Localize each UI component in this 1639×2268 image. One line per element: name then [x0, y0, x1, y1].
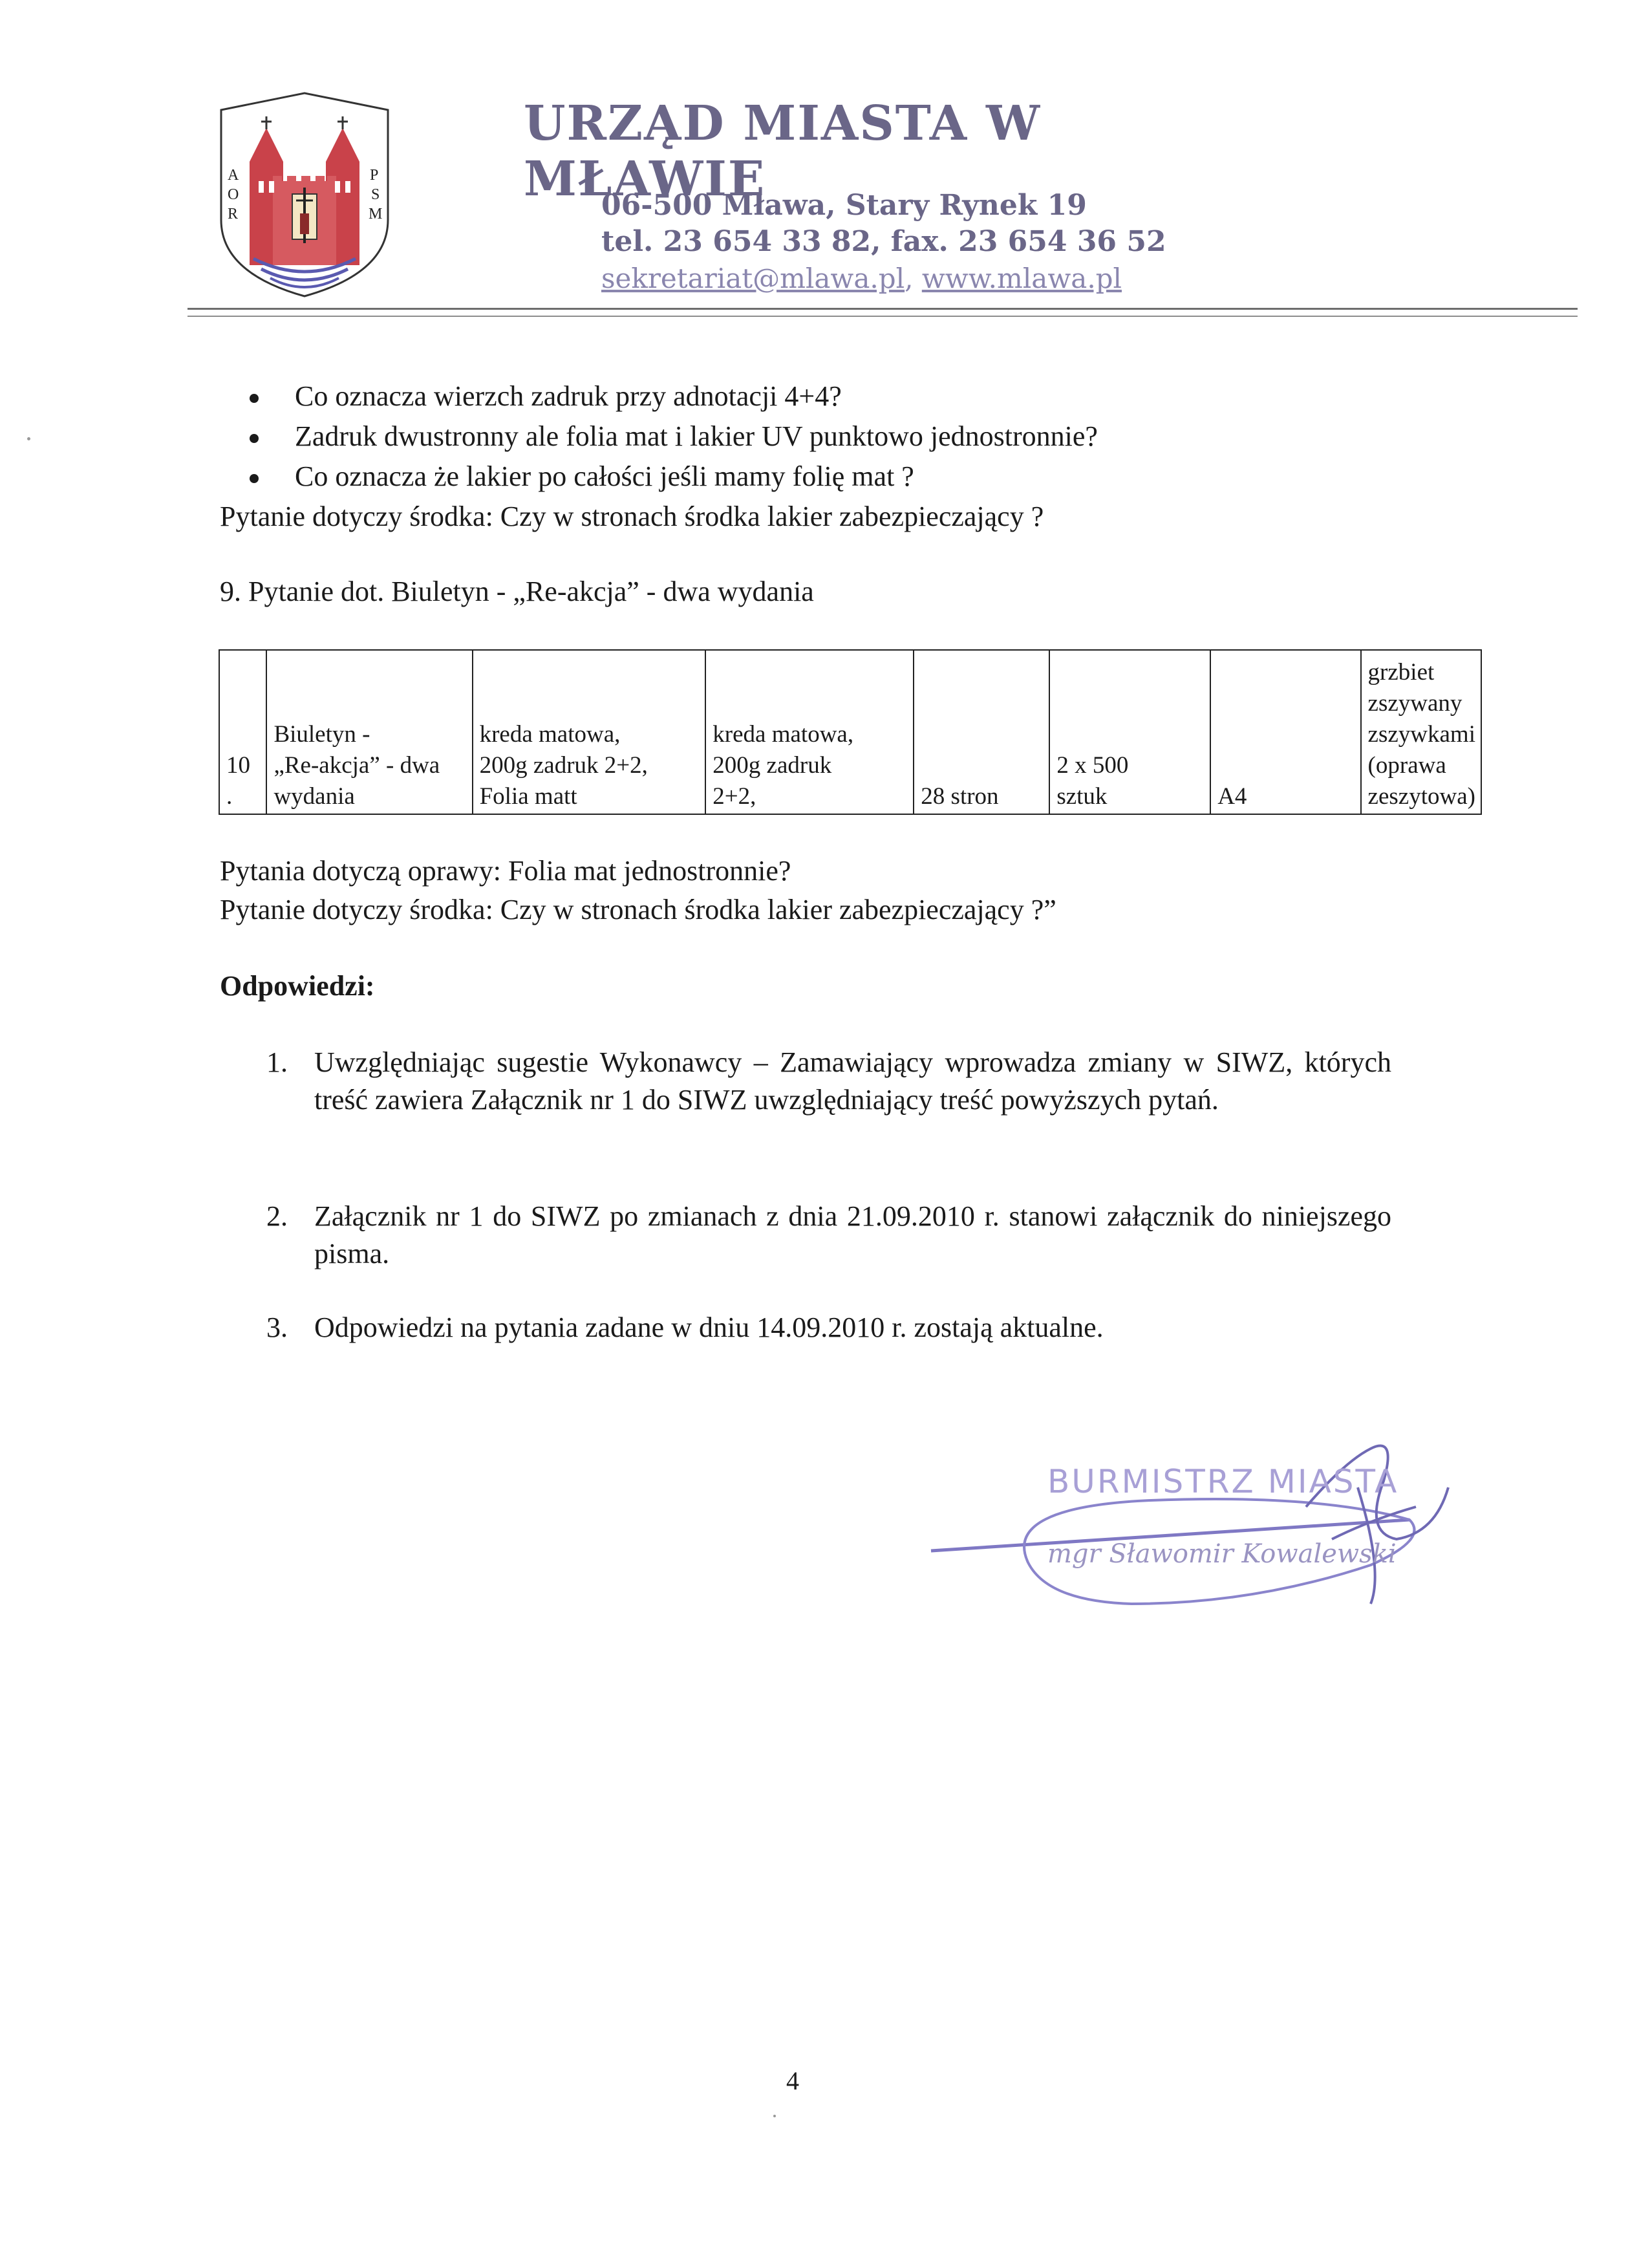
page-number: 4	[786, 2066, 799, 2095]
svg-text:S: S	[371, 186, 380, 203]
answer-item	[266, 1309, 1391, 1346]
header-rule-thin	[187, 316, 1578, 317]
contact-separator: ,	[905, 263, 922, 294]
scan-speck	[773, 2115, 776, 2117]
answer-number: 3.	[266, 1312, 288, 1343]
svg-text:O: O	[228, 186, 239, 203]
cell-no: 10 .	[219, 650, 266, 814]
cell-cover: kreda matowa, 200g zadruk 2+2, Folia matt	[473, 650, 706, 814]
list-item: Co oznacza wierzch zadruk przy adnotacji 4+4?	[246, 376, 1098, 416]
answer-text: Załącznik nr 1 do SIWZ po zmianach z dnia 21.09.2010 r. stanowi załącznik do niniejszego pisma.	[314, 1200, 1391, 1269]
header-rule	[187, 308, 1578, 310]
letterhead-phone: tel. 23 654 33 82, fax. 23 654 36 52	[601, 225, 1166, 258]
cell-format: A4	[1210, 650, 1360, 814]
email-link[interactable]: sekretariat@mlawa.pl	[601, 263, 905, 294]
list-item: Co oznacza że lakier po całości jeśli mamy folię mat ?	[246, 457, 1098, 497]
table-row	[219, 650, 1481, 814]
answer-text: Uwzględniając sugestie Wykonawcy – Zamawiający wprowadza zmiany w SIWZ, których treść zawiera Załącznik nr 1 do SIWZ uwzględniający treść powyższych pytań.	[314, 1046, 1391, 1116]
answer-text: Odpowiedzi na pytania zadane w dniu 14.09.2010 r. zostają aktualne.	[314, 1312, 1104, 1343]
signature-scribble	[918, 1410, 1461, 1617]
cell-name: Biuletyn - „Re-akcja” - dwa wydania	[266, 650, 472, 814]
svg-text:R: R	[228, 206, 239, 222]
svg-text:M: M	[369, 206, 383, 222]
item9-heading: 9. Pytanie dot. Biuletyn - „Re-akcja” - dwa wydania	[220, 576, 814, 607]
letterhead-address: 06-500 Mława, Stary Rynek 19	[601, 189, 1087, 222]
scan-speck	[27, 437, 30, 440]
list-item: Zadruk dwustronny ale folia mat i lakier UV punktowo jednostronnie?	[246, 416, 1098, 457]
after-table-line1: Pytania dotyczą oprawy: Folia mat jednostronnie?	[220, 855, 791, 887]
answer-item	[266, 1198, 1391, 1273]
website-link[interactable]: www.mlawa.pl	[921, 263, 1122, 294]
letterhead-contacts	[601, 263, 1196, 294]
svg-text:P: P	[370, 167, 379, 184]
middle-question: Pytanie dotyczy środka: Czy w stronach środka lakier zabezpieczający ?	[220, 501, 1044, 532]
cell-pages: 28 stron	[914, 650, 1049, 814]
city-crest-logo	[208, 91, 401, 299]
cell-quantity: 2 x 500 sztuk	[1049, 650, 1210, 814]
question-bullets	[246, 376, 1098, 497]
answer-number: 2.	[266, 1200, 288, 1232]
stamp-title: BURMISTRZ MIASTA	[1047, 1463, 1399, 1500]
answer-number: 1.	[266, 1046, 288, 1078]
after-table-line2: Pytanie dotyczy środka: Czy w stronach środka lakier zabezpieczający ?”	[220, 894, 1056, 925]
stamp-name: mgr Sławomir Kowalewski	[1047, 1539, 1397, 1569]
answers-heading: Odpowiedzi:	[220, 970, 375, 1002]
letterhead-title: URZĄD MIASTA W MŁAWIE	[524, 96, 1042, 207]
spec-table	[219, 649, 1482, 815]
cell-binding: grzbiet zszywany zszywkami (oprawa zeszytowa)	[1361, 650, 1481, 814]
answer-item	[266, 1044, 1391, 1119]
cell-inside: kreda matowa, 200g zadruk 2+2,	[705, 650, 914, 814]
svg-text:A: A	[228, 167, 239, 184]
